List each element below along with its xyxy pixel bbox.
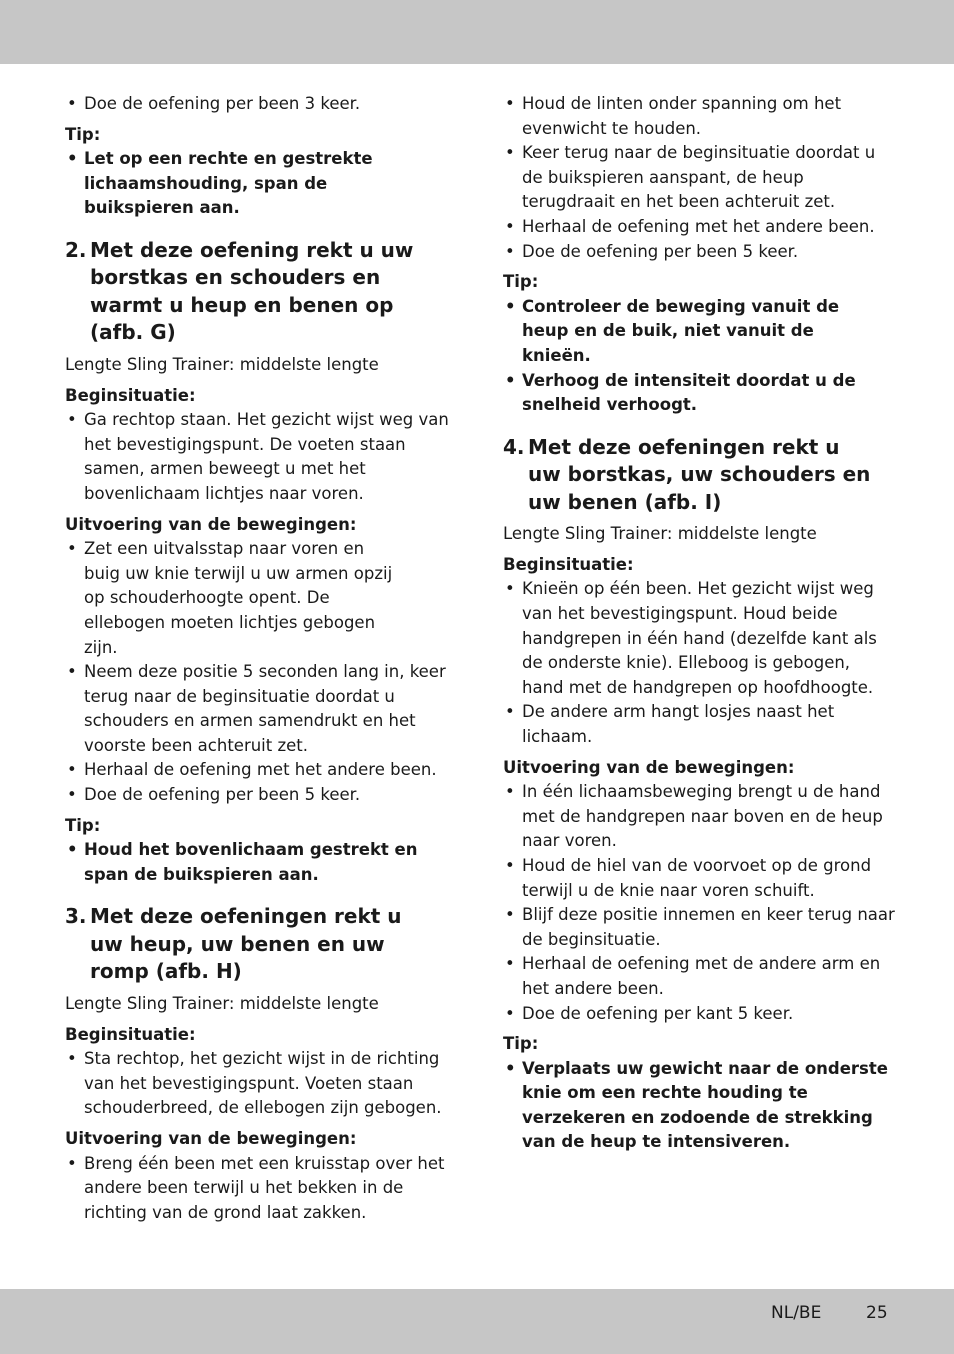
start-label: Beginsituatie: [503,554,634,574]
list-item: • Doe de oefening per been 3 keer. [67,94,361,113]
intro-list [65,92,457,117]
sling-length: Lengte Sling Trainer: middelste lengte [65,354,379,374]
tip-label: Tip: [503,272,539,292]
page-number: 25 [866,1303,888,1323]
list-item: • Houd de linten onder spanning om het evenwicht te houden. [505,94,842,138]
section-heading-2: 2. Met deze oefening rekt u uw borstkas en schouders en warmt u heup en benen op (afb. G) [65,237,414,345]
continued-list [503,92,895,264]
list-item: • Keer terug naar de beginsituatie doordat u de buikspieren aanspant, de heup terugdraait en het been achteruit zet. [505,143,876,212]
list-item: • In één lichaamsbeweging brengt u de hand met de handgrepen naar boven en de heup naar voren. [505,782,883,851]
list-item: • Controleer de beweging vanuit de heup en de buik, niet vanuit de knieën. [505,296,840,365]
list-item: • Zet een uitvalsstap naar voren en buig uw knie terwijl u uw armen opzij op schouderhoogte opent. De ellebogen moeten lichtjes gebogen zijn. [67,539,393,657]
footer-language: NL/BE [771,1303,822,1323]
start-label: Beginsituatie: [65,1024,196,1044]
list-item: • Ga rechtop staan. Het gezicht wijst weg van het bevestigingspunt. De voeten staan samen, armen beweegt u met het bovenlichaam lichtjes naar voren. [67,410,449,503]
list-item: • Verhoog de intensiteit doordat u de snelheid verhoogt. [505,370,856,415]
list-item: • Houd de hiel van de voorvoet op de grond terwijl u de knie naar voren schuift. [505,855,872,900]
sling-length: Lengte Sling Trainer: middelste lengte [503,524,817,544]
list-item: • Let op een rechte en gestrekte lichaamshouding, span de buikspieren aan. [67,149,373,218]
tip-list [65,838,457,887]
list-item: • Knieën op één been. Het gezicht wijst weg van het bevestigingspunt. Houd beide handgrepen in één hand (dezelfde kant als de onderste knie). Elleboog is gebogen, hand met de handgrepen op hoofdhoogte. [505,579,877,697]
list-item: • Breng één been met een kruisstap over het andere been terwijl u het bekken in de richting van de grond laat zakken. [67,1153,445,1222]
list-item: • Doe de oefening per been 5 keer. [505,241,799,261]
list-item: • Neem deze positie 5 seconden lang in, keer terug naar de beginsituatie doordat u schouders en armen samendrukt en het voorste been achteruit zet. [67,662,446,755]
tip-label: Tip: [65,815,101,835]
start-list [503,577,895,749]
tip-list [503,1057,895,1155]
left-column [65,92,457,1225]
tip-list [65,147,457,221]
list-item: • Doe de oefening per been 5 keer. [67,785,361,805]
section-heading-4: 4. Met deze oefeningen rekt u uw borstkas, uw schouders en uw benen (afb. I) [503,434,871,514]
list-item: • Herhaal de oefening met het andere been. [67,760,437,780]
list-item: • Blijf deze positie innemen en keer terug naar de beginsituatie. [505,905,895,949]
movement-label: Uitvoering van de bewegingen: [503,757,795,777]
start-label: Beginsituatie: [65,385,196,405]
start-list [65,1047,457,1121]
list-item: • Doe de oefening per kant 5 keer. [505,1003,794,1023]
movement-list [65,537,457,808]
sling-length: Lengte Sling Trainer: middelste lengte [65,993,379,1013]
section-heading-3: 3. Met deze oefeningen rekt u uw heup, uw benen en uw romp (afb. H) [65,904,402,984]
header-band [0,0,954,64]
list-item: • Verplaats uw gewicht naar de onderste knie om een rechte houding te verzekeren en zodoende de strekking van de heup te intensiveren. [505,1058,888,1152]
tip-label: Tip: [65,124,101,144]
list-item: • Herhaal de oefening met het andere been. [505,216,875,236]
list-item: • De andere arm hangt losjes naast het lichaam. [505,702,835,746]
movement-label: Uitvoering van de bewegingen: [65,1128,357,1148]
list-item: • Houd het bovenlichaam gestrekt en span de buikspieren aan. [67,840,418,884]
movement-list [65,1152,457,1226]
list-item: • Sta rechtop, het gezicht wijst in de richting van het bevestigingspunt. Voeten staan schouderbreed, de ellebogen zijn gebogen. [67,1049,442,1118]
movement-label: Uitvoering van de bewegingen: [65,514,357,534]
right-column [503,92,895,1155]
tip-label: Tip: [503,1034,539,1054]
start-list [65,408,457,506]
movement-list [503,780,895,1026]
tip-list [503,295,895,418]
list-item: • Herhaal de oefening met de andere arm en het andere been. [505,954,881,998]
